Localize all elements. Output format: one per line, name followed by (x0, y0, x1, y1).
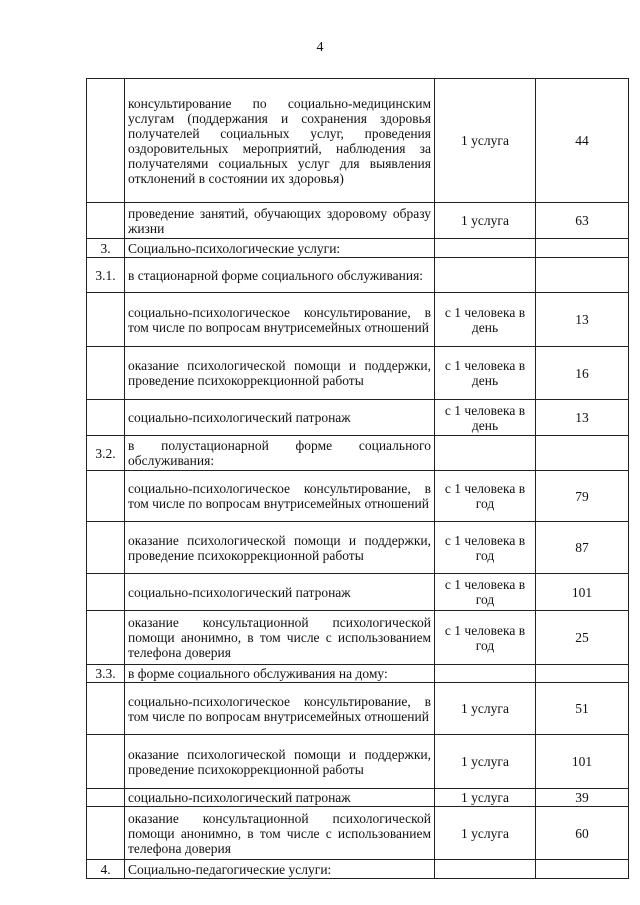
unit-of-measure (435, 258, 536, 293)
unit-of-measure: с 1 человека в день (435, 347, 536, 400)
row-number (87, 735, 125, 789)
row-number: 4. (87, 860, 125, 879)
unit-of-measure (435, 860, 536, 879)
row-number (87, 400, 125, 436)
service-description: консультирование по социально-медицинским услугам (поддержания и сохранения здоровья получателей социальных услуг, проведения оздоровительных мероприятий, наблюдения за получателями социальных услуг для выявления отклонений в состоянии их здоровья) (125, 79, 435, 203)
row-number (87, 611, 125, 665)
service-description: Социально-педагогические услуги: (125, 860, 435, 879)
service-description: оказание консультационной психологической помощи анонимно, в том числе с использованием телефона доверия (125, 611, 435, 665)
table-row (87, 665, 629, 683)
table-row (87, 400, 629, 436)
service-description: социально-психологическое консультирование, в том числе по вопросам внутрисемейных отношений (125, 683, 435, 735)
table-row (87, 471, 629, 522)
service-description: социально-психологический патронаж (125, 789, 435, 807)
service-description: оказание консультационной психологической помощи анонимно, в том числе с использованием телефона доверия (125, 807, 435, 860)
unit-of-measure (435, 665, 536, 683)
row-number: 3.3. (87, 665, 125, 683)
service-description: Социально-психологические услуги: (125, 239, 435, 258)
service-description: оказание психологической помощи и поддержки, проведение психокоррекционной работы (125, 522, 435, 574)
tariff-value (536, 860, 629, 879)
tariff-value: 60 (536, 807, 629, 860)
row-number (87, 683, 125, 735)
table-row (87, 860, 629, 879)
table-row (87, 683, 629, 735)
service-description: оказание психологической помощи и поддержки, проведение психокоррекционной работы (125, 347, 435, 400)
unit-of-measure: с 1 человека в день (435, 293, 536, 347)
table-row (87, 347, 629, 400)
table-row (87, 436, 629, 471)
unit-of-measure: с 1 человека в год (435, 522, 536, 574)
tariff-value: 87 (536, 522, 629, 574)
table-row (87, 79, 629, 203)
tariff-value (536, 665, 629, 683)
unit-of-measure (435, 436, 536, 471)
unit-of-measure (435, 239, 536, 258)
table-row (87, 239, 629, 258)
tariff-table-body (87, 79, 629, 879)
tariff-value: 51 (536, 683, 629, 735)
table-row (87, 789, 629, 807)
tariff-value (536, 239, 629, 258)
service-description: социально-психологическое консультирование, в том числе по вопросам внутрисемейных отношений (125, 293, 435, 347)
row-number: 3. (87, 239, 125, 258)
tariff-value: 44 (536, 79, 629, 203)
service-description: проведение занятий, обучающих здоровому образу жизни (125, 203, 435, 239)
service-description: в полустационарной форме социального обслуживания: (125, 436, 435, 471)
unit-of-measure: 1 услуга (435, 79, 536, 203)
page-number: 4 (316, 40, 324, 55)
table-row (87, 258, 629, 293)
row-number: 3.1. (87, 258, 125, 293)
row-number (87, 471, 125, 522)
service-description: в стационарной форме социального обслуживания: (125, 258, 435, 293)
service-description: оказание психологической помощи и поддержки, проведение психокоррекционной работы (125, 735, 435, 789)
table-row (87, 293, 629, 347)
unit-of-measure: с 1 человека в год (435, 471, 536, 522)
tariff-value: 13 (536, 400, 629, 436)
table-row (87, 203, 629, 239)
service-description: социально-психологический патронаж (125, 400, 435, 436)
tariff-value: 25 (536, 611, 629, 665)
table-row (87, 522, 629, 574)
row-number (87, 203, 125, 239)
table-row (87, 807, 629, 860)
tariff-value: 16 (536, 347, 629, 400)
unit-of-measure: с 1 человека в год (435, 574, 536, 611)
row-number (87, 789, 125, 807)
tariff-value: 13 (536, 293, 629, 347)
table-row (87, 574, 629, 611)
unit-of-measure: 1 услуга (435, 807, 536, 860)
service-description: социально-психологическое консультирование, в том числе по вопросам внутрисемейных отношений (125, 471, 435, 522)
row-number: 3.2. (87, 436, 125, 471)
unit-of-measure: 1 услуга (435, 683, 536, 735)
tariff-value: 101 (536, 574, 629, 611)
unit-of-measure: 1 услуга (435, 789, 536, 807)
row-number (87, 347, 125, 400)
table-row (87, 735, 629, 789)
table-row (87, 611, 629, 665)
unit-of-measure: 1 услуга (435, 203, 536, 239)
tariff-value (536, 258, 629, 293)
tariff-value: 63 (536, 203, 629, 239)
unit-of-measure: 1 услуга (435, 735, 536, 789)
row-number (87, 79, 125, 203)
service-description: в форме социального обслуживания на дому: (125, 665, 435, 683)
tariff-value: 39 (536, 789, 629, 807)
tariff-value: 79 (536, 471, 629, 522)
row-number (87, 574, 125, 611)
unit-of-measure: с 1 человека в год (435, 611, 536, 665)
row-number (87, 293, 125, 347)
service-description: социально-психологический патронаж (125, 574, 435, 611)
tariff-value (536, 436, 629, 471)
tariff-value: 101 (536, 735, 629, 789)
unit-of-measure: с 1 человека в день (435, 400, 536, 436)
row-number (87, 522, 125, 574)
tariff-table (86, 78, 629, 879)
row-number (87, 807, 125, 860)
